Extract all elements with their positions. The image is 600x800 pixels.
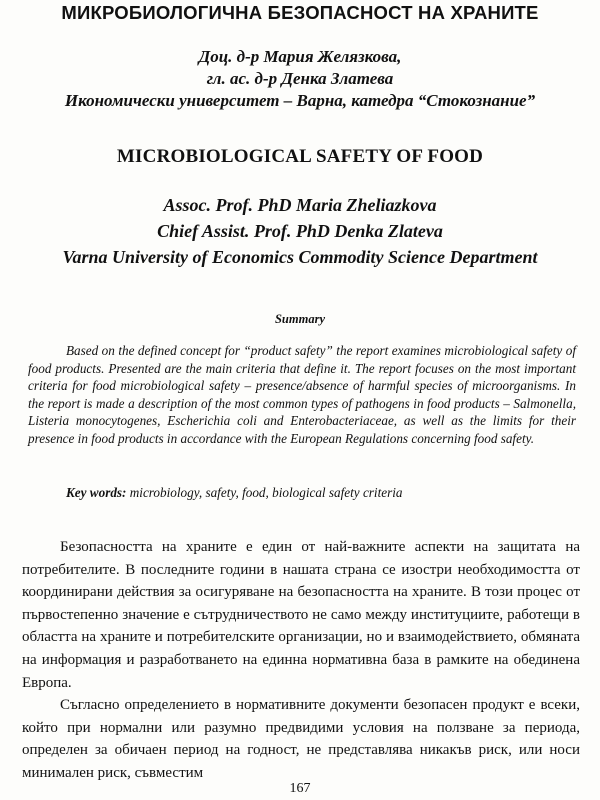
body-paragraph: Съгласно определението в нормативните документи безопасен продукт е всеки, който при нормални или разумно предвидими условия на ползване за периода, определен за обичаен период на годност, не представлява никакъв риск, или носи минимален риск, съвместим xyxy=(22,697,580,781)
keywords xyxy=(66,484,576,502)
english-title: MICROBIOLOGICAL SAFETY OF FOOD xyxy=(116,146,484,167)
bulgarian-title: МИКРОБИОЛОГИЧНА БЕЗОПАСНОСТ НА ХРАНИТЕ xyxy=(61,2,539,23)
keywords-label: Key words: xyxy=(66,485,127,500)
keywords-text: microbiology, safety, food, biological safety criteria xyxy=(129,485,403,500)
bulgarian-authors xyxy=(0,46,600,112)
body-text xyxy=(22,536,580,785)
body-paragraph: Безопасността на храните е един от най-важните аспекти на защитата на потребителите. В последните години в нашата страна се изостри необходимостта от координирани действия за осигуряване на безопасността на храните. В този процес от първостепенно значение е сътрудничеството не само между институциите, работещи в областта на храните и потребителските организации, но и взаимодействието, обмяната на информация и разработването на единна нормативна база в рамките на обединена Европа. xyxy=(22,539,580,691)
bulgarian-author-line: Доц. д-р Мария Желязкова, xyxy=(198,47,402,66)
english-author-line: Assoc. Prof. PhD Maria Zheliazkova xyxy=(163,195,437,215)
abstract xyxy=(28,342,576,448)
page-number: 167 xyxy=(289,781,311,796)
english-affiliation: Varna University of Economics Commodity Science Department xyxy=(62,247,538,267)
english-authors xyxy=(0,192,600,270)
summary-heading: Summary xyxy=(274,312,325,326)
bulgarian-affiliation: Икономически университет – Варна, катедра “Стокознание” xyxy=(64,91,536,110)
english-author-line: Chief Assist. Prof. PhD Denka Zlateva xyxy=(157,221,443,241)
bulgarian-author-line: гл. ас. д-р Денка Златева xyxy=(206,69,394,88)
abstract-text: Based on the defined concept for “product safety” the report examines microbiological safety of food products. Presented are the main criteria that define it. The report focuses on the most important criteria for food microbiological safety – presence/absence of harmful species of microorganisms. In the report is made a description of the most common types of pathogens in food products – Salmonella, Listeria monocytogenes, Escherichia coli and Enterobacteriaceae, as well as the limits for their presence in food products in accordance with the European Regulations concerning food safety. xyxy=(28,343,576,446)
